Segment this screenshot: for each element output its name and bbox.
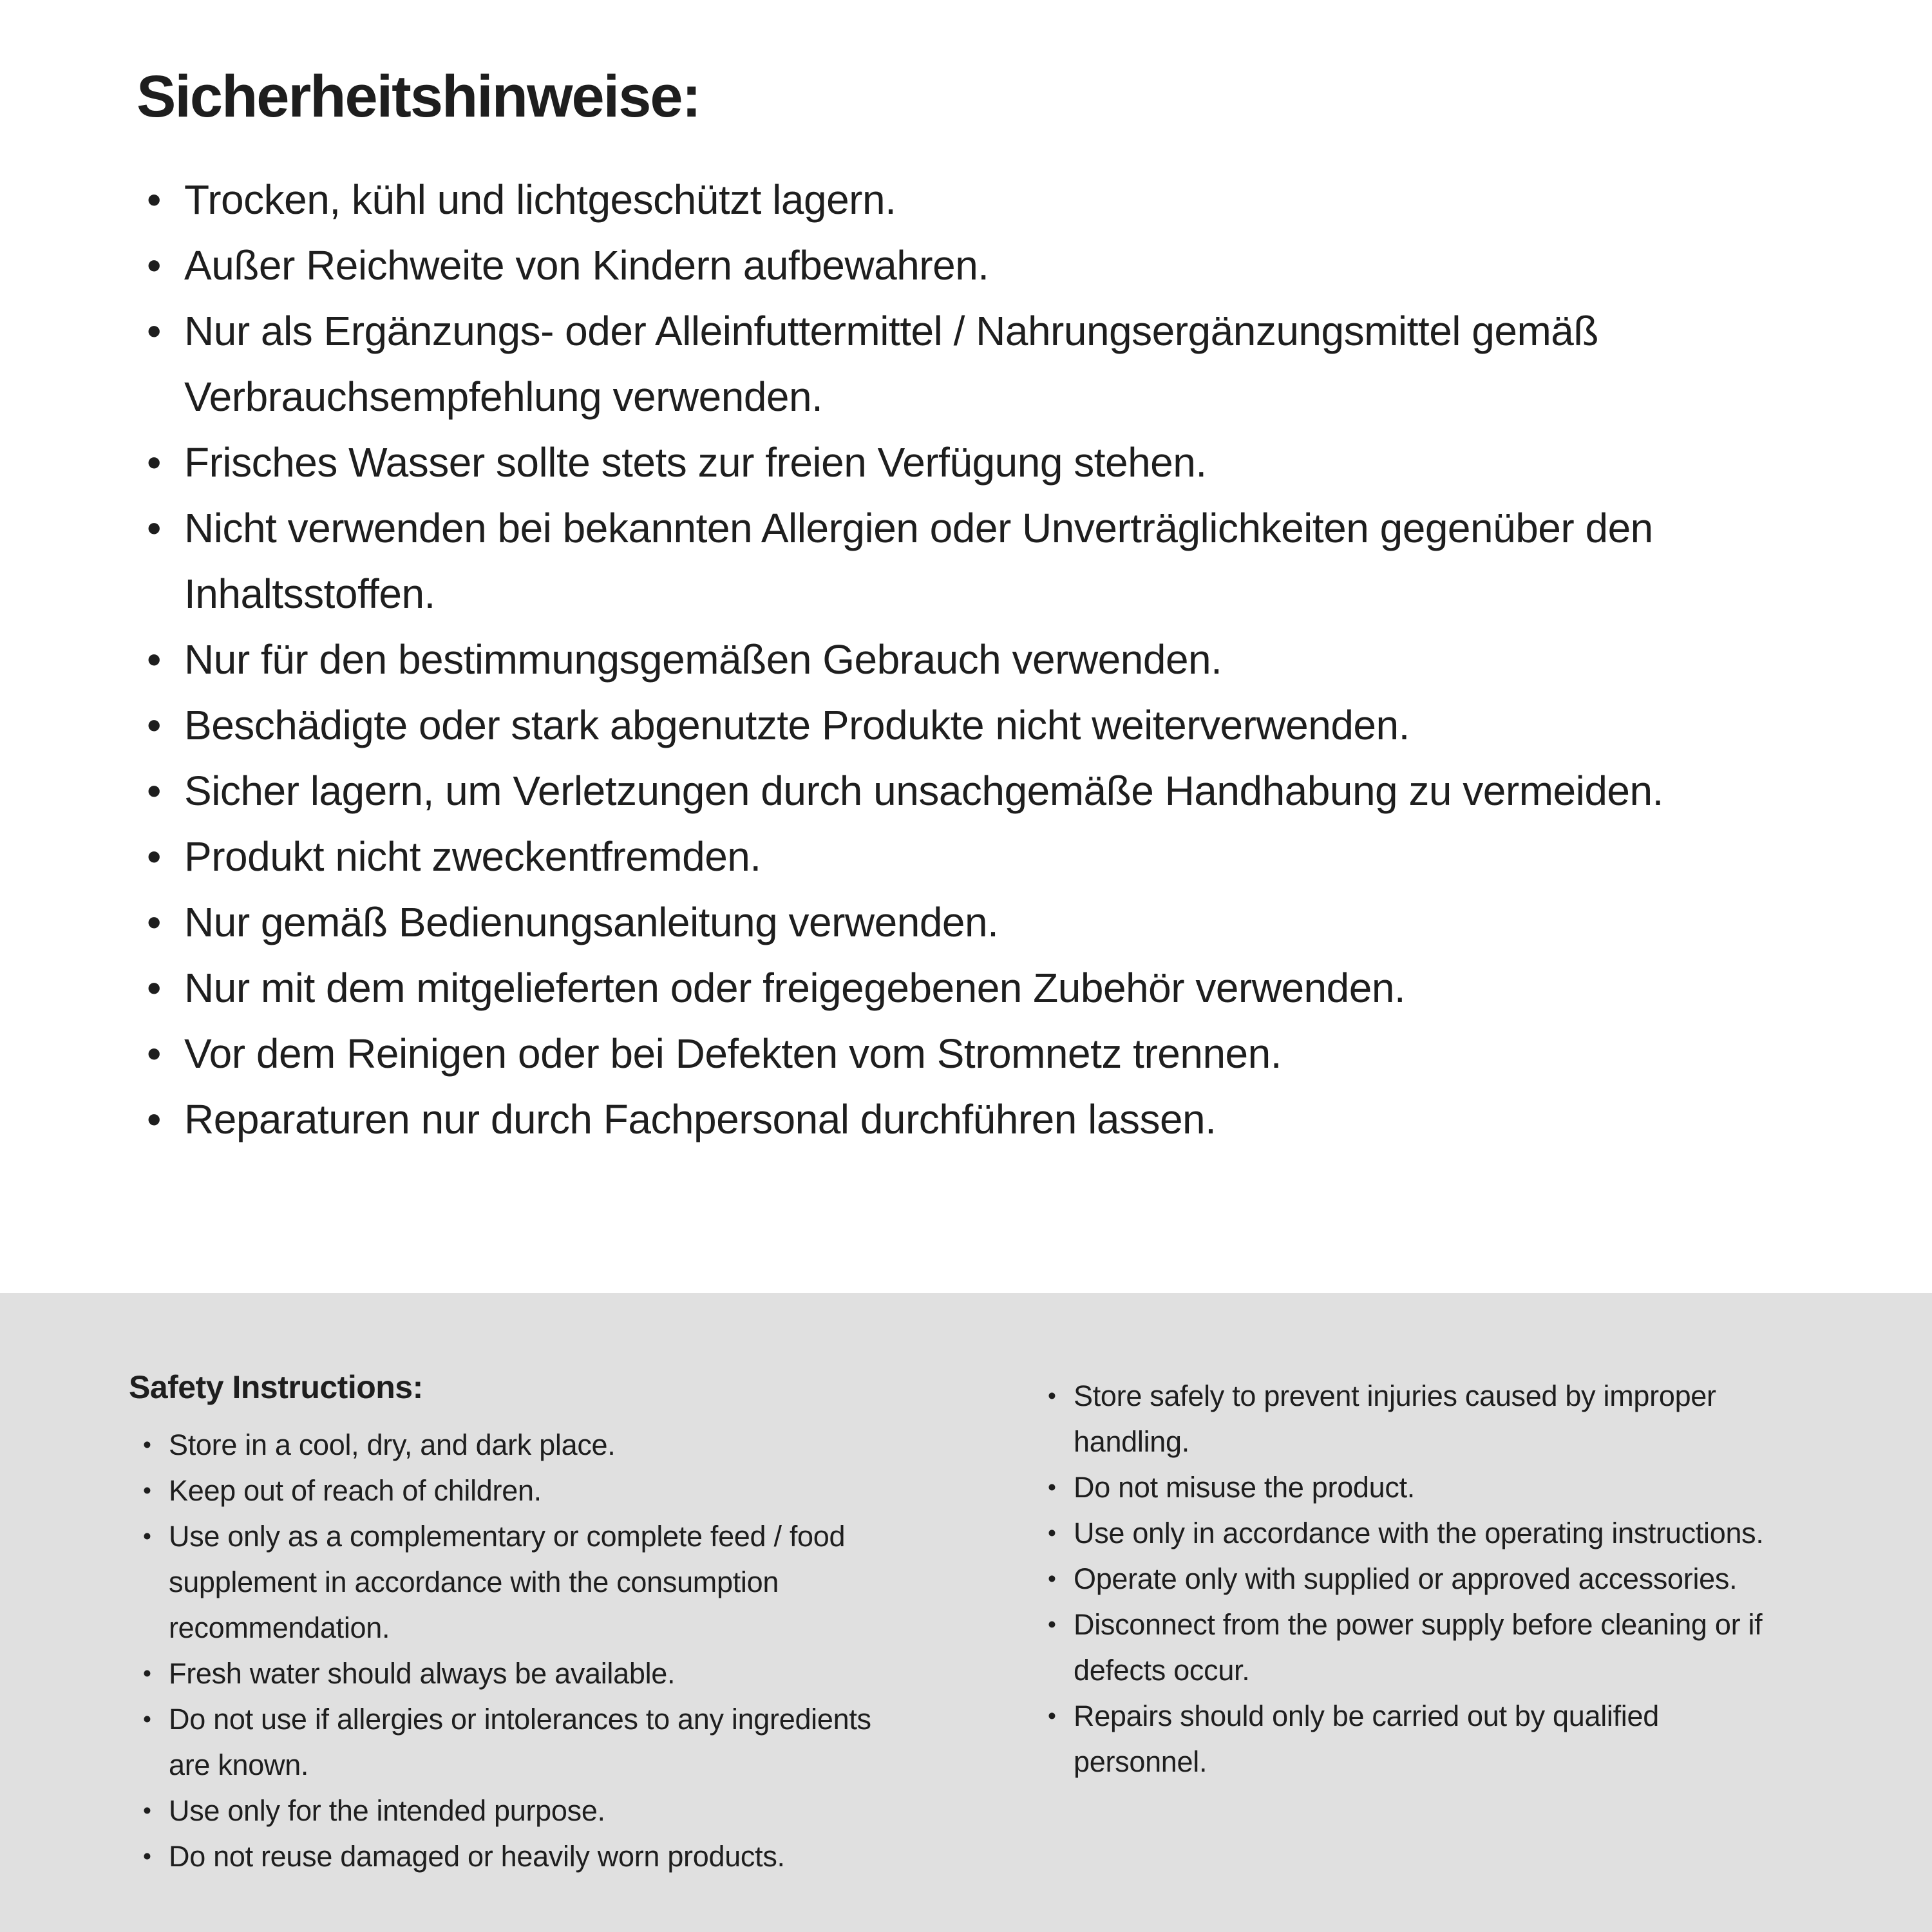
list-item-text: Beschädigte oder stark abgenutzte Produkte nicht weiterverwenden.	[184, 702, 1410, 749]
german-safety-list	[137, 167, 1734, 1152]
list-item-text: Store safely to prevent injuries caused by improper handling.	[1074, 1379, 1716, 1458]
bullet-icon: •	[143, 1522, 151, 1549]
list-item-text: Disconnect from the power supply before cleaning or if defects occur.	[1074, 1608, 1763, 1687]
list-item-text: Frisches Wasser sollte stets zur freien Verfügung stehen.	[184, 439, 1207, 486]
list-item-text: Use only for the intended purpose.	[169, 1794, 605, 1827]
list-item	[1034, 1602, 1800, 1693]
list-item	[137, 955, 1734, 1021]
list-item-text: Außer Reichweite von Kindern aufbewahren.	[184, 242, 989, 289]
bullet-icon: •	[147, 1030, 161, 1077]
bullet-icon: •	[147, 308, 161, 355]
bullet-icon: •	[143, 1660, 151, 1687]
list-item-text: Do not use if allergies or intolerances to any ingredients are known.	[169, 1702, 871, 1781]
bullet-icon: •	[1048, 1474, 1056, 1501]
list-item-text: Store in a cool, dry, and dark place.	[169, 1428, 616, 1461]
bullet-icon: •	[143, 1842, 151, 1870]
list-item	[137, 232, 1734, 298]
list-item	[129, 1513, 895, 1651]
english-left-column	[129, 1369, 895, 1879]
list-item-text: Nur gemäß Bedienungsanleitung verwenden.	[184, 899, 999, 946]
bullet-icon: •	[143, 1431, 151, 1458]
list-item-text: Trocken, kühl und lichtgeschützt lagern.	[184, 176, 896, 223]
bullet-icon: •	[147, 176, 161, 223]
list-item-text: Do not reuse damaged or heavily worn products.	[169, 1839, 785, 1873]
list-item-text: Keep out of reach of children.	[169, 1473, 542, 1507]
list-item-text: Nur als Ergänzungs- oder Alleinfuttermittel / Nahrungsergänzungsmittel gemäß Verbrauchsempfehlung verwenden.	[184, 308, 1598, 421]
list-item-text: Use only as a complementary or complete feed / food supplement in accordance with the consumption recommendation.	[169, 1519, 846, 1644]
bullet-icon: •	[147, 965, 161, 1012]
bullet-icon: •	[147, 242, 161, 289]
bullet-icon: •	[143, 1705, 151, 1732]
bullet-icon: •	[147, 899, 161, 946]
list-item	[129, 1833, 895, 1879]
list-item	[137, 758, 1734, 824]
list-item	[137, 1086, 1734, 1152]
list-item	[129, 1788, 895, 1833]
bullet-icon: •	[1048, 1566, 1056, 1592]
list-item	[137, 889, 1734, 955]
list-item-text: Reparaturen nur durch Fachpersonal durchführen lassen.	[184, 1096, 1217, 1143]
list-item-text: Fresh water should always be available.	[169, 1656, 676, 1690]
list-item	[129, 1651, 895, 1696]
list-item-text: Use only in accordance with the operating instructions.	[1074, 1517, 1764, 1549]
list-item-text: Nicht verwenden bei bekannten Allergien oder Unverträglichkeiten gegenüber den Inhaltsstoffen.	[184, 505, 1653, 618]
list-item	[129, 1422, 895, 1468]
list-item	[137, 824, 1734, 889]
bullet-icon: •	[147, 1096, 161, 1143]
list-item	[1034, 1693, 1800, 1785]
list-item-text: Produkt nicht zweckentfremden.	[184, 833, 761, 880]
english-safety-list-right	[1034, 1373, 1800, 1785]
bullet-icon: •	[1048, 1703, 1056, 1729]
german-section-title: Sicherheitshinweise:	[137, 64, 701, 129]
list-item	[1034, 1510, 1800, 1556]
bullet-icon: •	[147, 636, 161, 683]
list-item	[137, 298, 1734, 430]
list-item	[1034, 1556, 1800, 1602]
bullet-icon: •	[147, 833, 161, 880]
list-item-text: Vor dem Reinigen oder bei Defekten vom Stromnetz trennen.	[184, 1030, 1282, 1077]
bullet-icon: •	[1048, 1383, 1056, 1409]
english-right-column	[1034, 1369, 1800, 1785]
list-item-text: Do not misuse the product.	[1074, 1471, 1415, 1504]
bullet-icon: •	[147, 702, 161, 749]
list-item	[137, 1021, 1734, 1086]
list-item	[137, 692, 1734, 758]
english-safety-section	[0, 1293, 1932, 1932]
list-item	[137, 495, 1734, 627]
list-item	[137, 627, 1734, 692]
list-item	[137, 430, 1734, 495]
bullet-icon: •	[1048, 1611, 1056, 1638]
list-item	[129, 1696, 895, 1788]
list-item-text: Operate only with supplied or approved accessories.	[1074, 1562, 1738, 1595]
bullet-icon: •	[143, 1477, 151, 1504]
bullet-icon: •	[147, 505, 161, 552]
list-item-text: Nur für den bestimmungsgemäßen Gebrauch verwenden.	[184, 636, 1222, 683]
bullet-icon: •	[147, 768, 161, 815]
english-section-title: Safety Instructions:	[129, 1369, 423, 1405]
list-item	[1034, 1464, 1800, 1510]
list-item	[129, 1468, 895, 1513]
list-item-text: Nur mit dem mitgelieferten oder freigegebenen Zubehör verwenden.	[184, 965, 1406, 1012]
english-safety-list-left	[129, 1422, 895, 1879]
list-item	[137, 167, 1734, 232]
list-item	[1034, 1373, 1800, 1464]
list-item-text: Repairs should only be carried out by qualified personnel.	[1074, 1700, 1659, 1778]
bullet-icon: •	[147, 439, 161, 486]
bullet-icon: •	[143, 1797, 151, 1824]
list-item-text: Sicher lagern, um Verletzungen durch unsachgemäße Handhabung zu vermeiden.	[184, 768, 1663, 815]
bullet-icon: •	[1048, 1520, 1056, 1546]
